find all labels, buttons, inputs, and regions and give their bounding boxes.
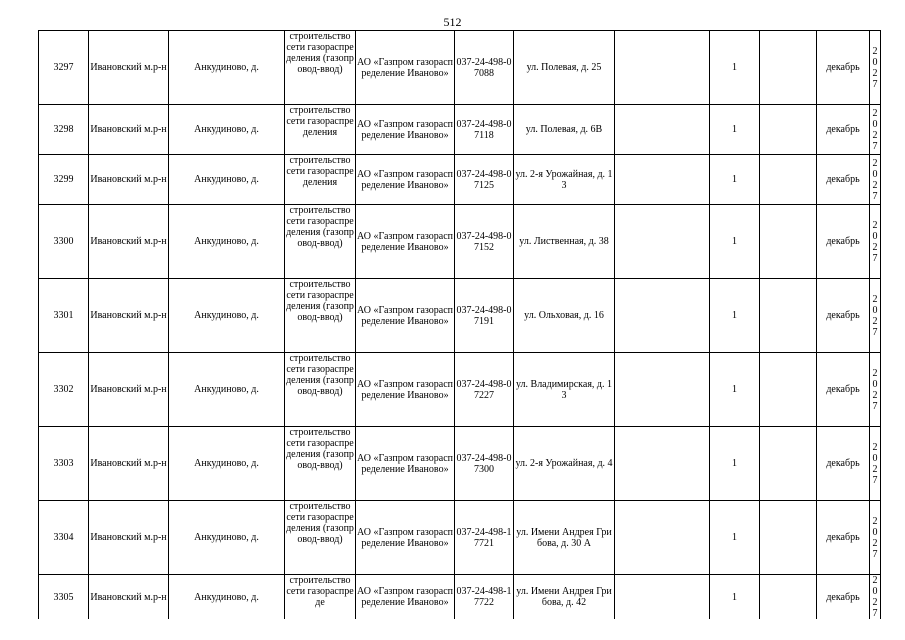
cell-work: строительство сети газораспределения (газопровод-ввод) (285, 31, 356, 105)
cell-number: 3300 (39, 205, 89, 279)
cell-work: строительство сети газораспределения (285, 105, 356, 155)
cell-address: ул. Имени Андрея Грибова, д. 30 А (514, 501, 615, 575)
cell-district: Ивановский м.р-н (89, 105, 169, 155)
cell-year: 2027 (870, 427, 881, 501)
cell-empty (615, 105, 710, 155)
cell-organization: АО «Газпром газораспределение Иваново» (356, 279, 455, 353)
cell-number: 3304 (39, 501, 89, 575)
cell-organization: АО «Газпром газораспределение Иваново» (356, 353, 455, 427)
cell-empty (760, 105, 817, 155)
cell-empty (760, 353, 817, 427)
cell-address: ул. Лиственная, д. 38 (514, 205, 615, 279)
cell-empty (760, 575, 817, 620)
cell-organization: АО «Газпром газораспределение Иваново» (356, 31, 455, 105)
cell-work: строительство сети газораспределения (газопровод-ввод) (285, 427, 356, 501)
cell-organization: АО «Газпром газораспределение Иваново» (356, 501, 455, 575)
cell-empty (615, 575, 710, 620)
cell-locality: Анкудиново, д. (169, 155, 285, 205)
cell-month: декабрь (817, 575, 870, 620)
cell-year: 2027 (870, 31, 881, 105)
table-row (39, 205, 881, 279)
cell-empty (615, 501, 710, 575)
cell-locality: Анкудиново, д. (169, 353, 285, 427)
cell-number: 3297 (39, 31, 89, 105)
cell-code: 037-24-498-07227 (455, 353, 514, 427)
table-row (39, 575, 881, 620)
cell-empty (615, 353, 710, 427)
cell-empty (760, 31, 817, 105)
cell-district: Ивановский м.р-н (89, 31, 169, 105)
cell-quantity: 1 (710, 427, 760, 501)
cell-quantity: 1 (710, 155, 760, 205)
cell-locality: Анкудиново, д. (169, 279, 285, 353)
cell-month: декабрь (817, 155, 870, 205)
cell-address: ул. Полевая, д. 6В (514, 105, 615, 155)
table-row (39, 353, 881, 427)
cell-work: строительство сети газораспреде (285, 575, 356, 620)
cell-code: 037-24-498-07152 (455, 205, 514, 279)
table-row (39, 31, 881, 105)
cell-locality: Анкудиново, д. (169, 31, 285, 105)
cell-month: декабрь (817, 353, 870, 427)
cell-organization: АО «Газпром газораспределение Иваново» (356, 575, 455, 620)
cell-month: декабрь (817, 205, 870, 279)
cell-code: 037-24-498-07125 (455, 155, 514, 205)
cell-quantity: 1 (710, 501, 760, 575)
cell-address: ул. 2-я Урожайная, д. 4 (514, 427, 615, 501)
cell-locality: Анкудиново, д. (169, 427, 285, 501)
cell-year: 2027 (870, 353, 881, 427)
cell-empty (760, 501, 817, 575)
cell-district: Ивановский м.р-н (89, 155, 169, 205)
cell-organization: АО «Газпром газораспределение Иваново» (356, 155, 455, 205)
cell-year: 2027 (870, 575, 881, 620)
cell-month: декабрь (817, 501, 870, 575)
cell-work: строительство сети газораспределения (газопровод-ввод) (285, 353, 356, 427)
cell-number: 3301 (39, 279, 89, 353)
cell-locality: Анкудиново, д. (169, 105, 285, 155)
table-row (39, 105, 881, 155)
cell-month: декабрь (817, 31, 870, 105)
cell-district: Ивановский м.р-н (89, 353, 169, 427)
cell-organization: АО «Газпром газораспределение Иваново» (356, 427, 455, 501)
cell-address: ул. Владимирская, д. 13 (514, 353, 615, 427)
cell-district: Ивановский м.р-н (89, 205, 169, 279)
cell-locality: Анкудиново, д. (169, 501, 285, 575)
cell-empty (615, 427, 710, 501)
cell-empty (615, 155, 710, 205)
cell-empty (615, 279, 710, 353)
cell-year: 2027 (870, 105, 881, 155)
cell-month: декабрь (817, 105, 870, 155)
cell-code: 037-24-498-07118 (455, 105, 514, 155)
cell-work: строительство сети газораспределения (газопровод-ввод) (285, 501, 356, 575)
cell-number: 3302 (39, 353, 89, 427)
cell-code: 037-24-498-17721 (455, 501, 514, 575)
cell-quantity: 1 (710, 205, 760, 279)
cell-address: ул. Имени Андрея Грибова, д. 42 (514, 575, 615, 620)
registry-table (38, 30, 881, 619)
cell-quantity: 1 (710, 279, 760, 353)
cell-number: 3305 (39, 575, 89, 620)
cell-address: ул. 2-я Урожайная, д. 13 (514, 155, 615, 205)
cell-empty (615, 31, 710, 105)
table-row (39, 155, 881, 205)
cell-empty (760, 279, 817, 353)
table-row (39, 427, 881, 501)
cell-code: 037-24-498-17722 (455, 575, 514, 620)
cell-address: ул. Ольховая, д. 16 (514, 279, 615, 353)
cell-empty (760, 155, 817, 205)
cell-district: Ивановский м.р-н (89, 279, 169, 353)
cell-district: Ивановский м.р-н (89, 575, 169, 620)
cell-work: строительство сети газораспределения (газопровод-ввод) (285, 279, 356, 353)
cell-organization: АО «Газпром газораспределение Иваново» (356, 205, 455, 279)
cell-code: 037-24-498-07300 (455, 427, 514, 501)
cell-empty (615, 205, 710, 279)
cell-year: 2027 (870, 155, 881, 205)
cell-quantity: 1 (710, 105, 760, 155)
cell-code: 037-24-498-07191 (455, 279, 514, 353)
cell-empty (760, 427, 817, 501)
cell-number: 3298 (39, 105, 89, 155)
cell-organization: АО «Газпром газораспределение Иваново» (356, 105, 455, 155)
cell-locality: Анкудиново, д. (169, 575, 285, 620)
cell-empty (760, 205, 817, 279)
cell-address: ул. Полевая, д. 25 (514, 31, 615, 105)
cell-code: 037-24-498-07088 (455, 31, 514, 105)
table-row (39, 501, 881, 575)
cell-quantity: 1 (710, 575, 760, 620)
cell-district: Ивановский м.р-н (89, 427, 169, 501)
cell-number: 3299 (39, 155, 89, 205)
cell-quantity: 1 (710, 31, 760, 105)
page-number: 512 (443, 15, 462, 29)
cell-work: строительство сети газораспределения (285, 155, 356, 205)
table-row (39, 279, 881, 353)
cell-district: Ивановский м.р-н (89, 501, 169, 575)
cell-locality: Анкудиново, д. (169, 205, 285, 279)
cell-month: декабрь (817, 279, 870, 353)
cell-quantity: 1 (710, 353, 760, 427)
cell-number: 3303 (39, 427, 89, 501)
cell-work: строительство сети газораспределения (газопровод-ввод) (285, 205, 356, 279)
cell-year: 2027 (870, 279, 881, 353)
cell-year: 2027 (870, 501, 881, 575)
cell-month: декабрь (817, 427, 870, 501)
cell-year: 2027 (870, 205, 881, 279)
